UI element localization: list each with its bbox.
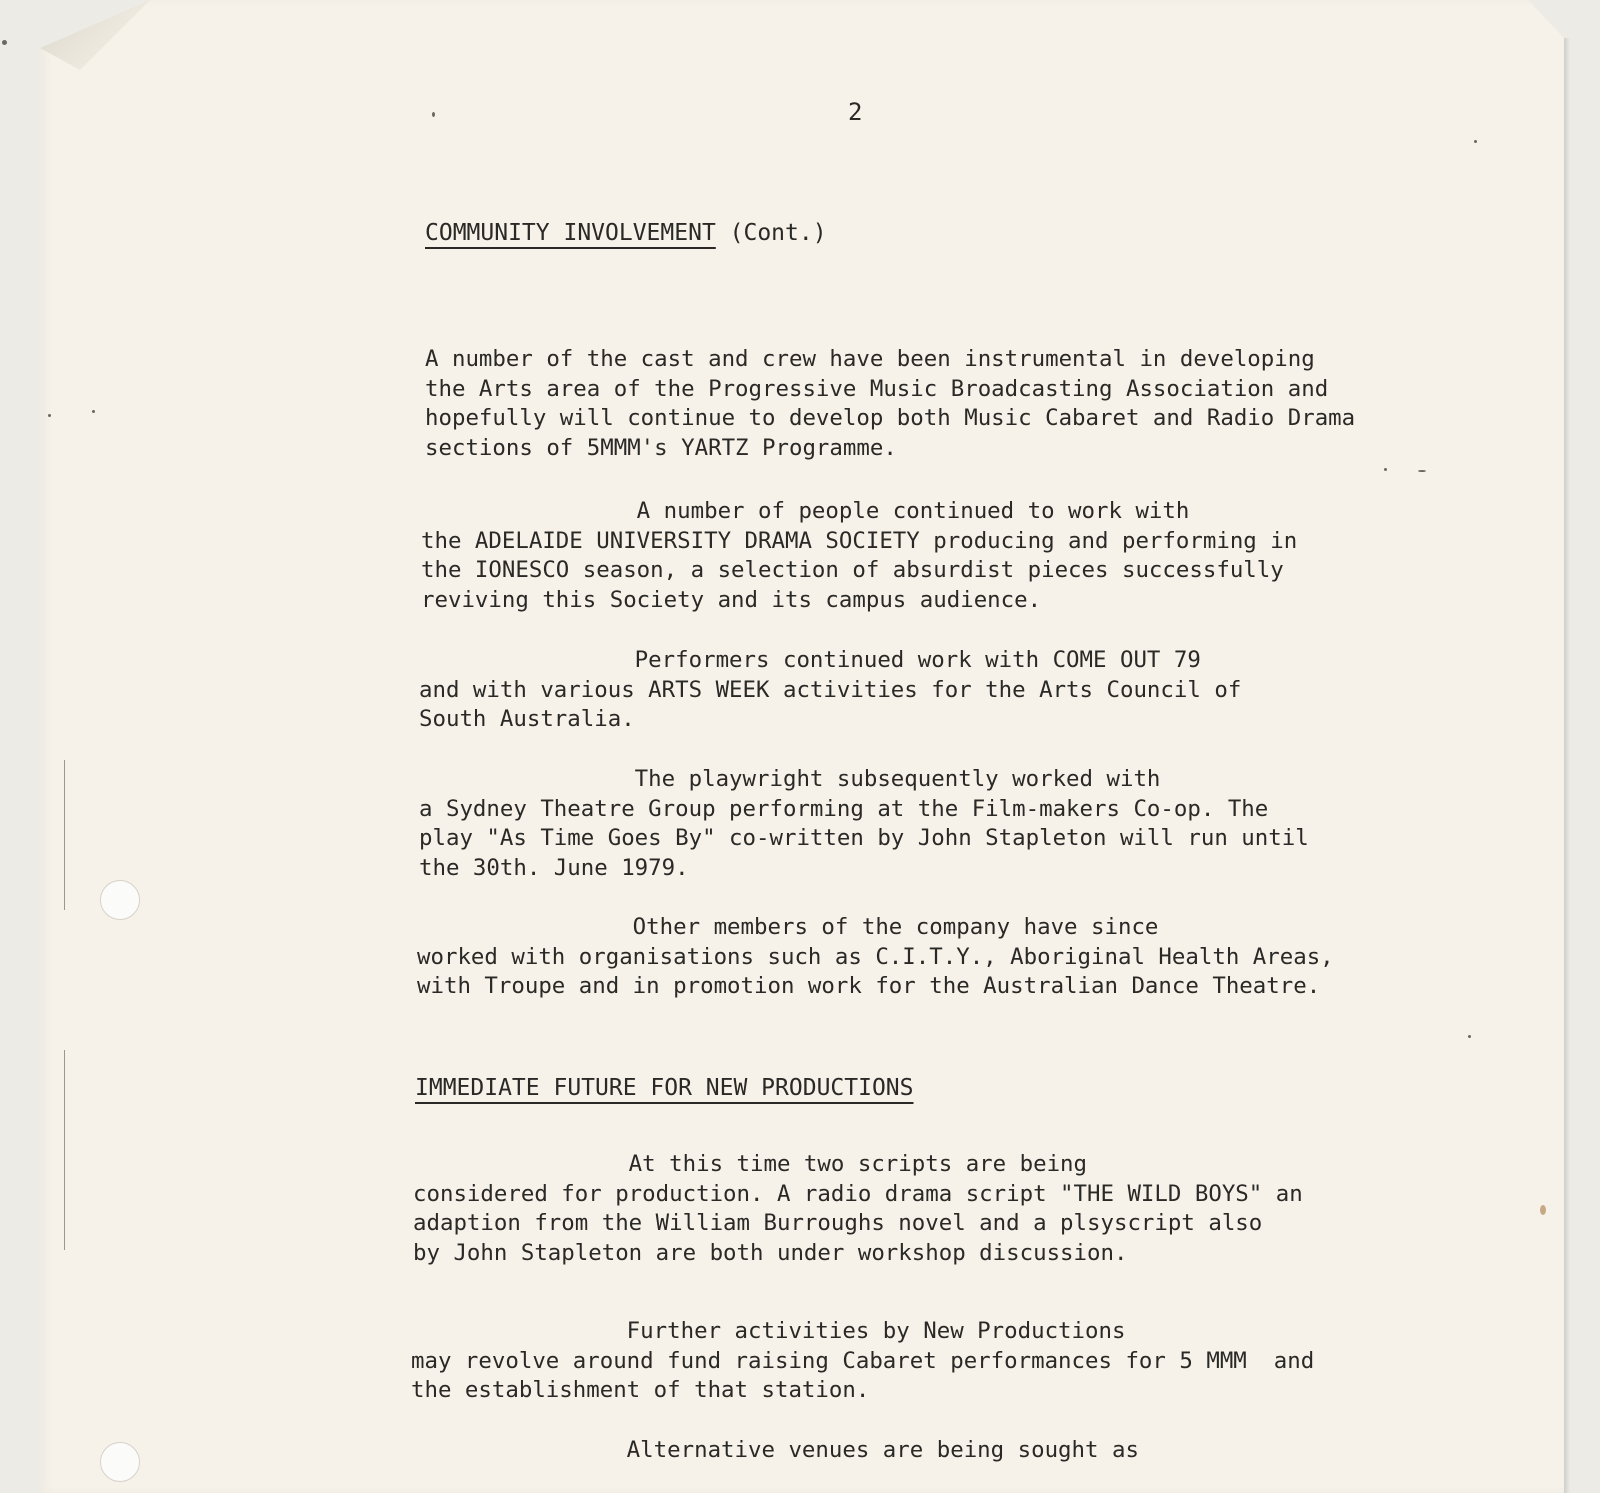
speck — [48, 414, 51, 417]
text-line: adaption from the William Burroughs novel and a plsyscript also — [413, 1210, 1263, 1236]
text-line: the establishment of that station. — [411, 1377, 870, 1403]
text-line: The playwright subsequently worked with — [419, 766, 1161, 792]
speck — [1474, 140, 1477, 143]
text-line: Alternative venues are being sought as — [411, 1437, 1139, 1463]
text-line: play "As Time Goes By" co-written by John Stapleton will run until — [419, 825, 1309, 851]
paper-edge-shadow — [1564, 38, 1570, 1493]
paragraph — [413, 1150, 1303, 1268]
text-line: Other members of the company have since — [417, 914, 1159, 940]
crease-mark — [64, 760, 65, 910]
speck — [432, 112, 435, 117]
section-heading-text: COMMUNITY INVOLVEMENT — [425, 220, 716, 246]
text-line: At this time two scripts are being — [413, 1151, 1088, 1177]
speck — [1540, 1205, 1546, 1215]
speck — [1384, 468, 1387, 471]
section-heading-text: IMMEDIATE FUTURE FOR NEW PRODUCTIONS — [415, 1075, 914, 1101]
crease-mark — [64, 1050, 65, 1250]
text-line: a Sydney Theatre Group performing at the Film-makers Co-op. The — [419, 795, 1269, 822]
paragraph — [417, 913, 1334, 1002]
text-line: considered for production. A radio drama script "THE WILD BOYS" an — [413, 1180, 1303, 1207]
text-line: A number of people continued to work with — [421, 498, 1190, 524]
text-line: reviving this Society and its campus audience. — [421, 586, 1042, 613]
paragraph — [421, 497, 1297, 615]
section-heading — [425, 220, 827, 246]
paragraph — [411, 1317, 1314, 1406]
text-line: Performers continued work with COME OUT 79 — [419, 647, 1201, 673]
speck — [1468, 1035, 1471, 1038]
text-line: A number of the cast and crew have been instrumental in developing — [425, 346, 1315, 372]
text-line: and with various ARTS WEEK activities for the Arts Council of — [419, 676, 1242, 703]
paragraph — [419, 765, 1309, 883]
section-heading — [415, 1075, 914, 1101]
speck — [1418, 470, 1426, 472]
page-number: 2 — [848, 98, 863, 126]
text-line: the Arts area of the Progressive Music Broadcasting Association and — [425, 375, 1329, 402]
text-line: the IONESCO season, a selection of absurdist pieces successfully — [421, 557, 1284, 583]
text-line: worked with organisations such as C.I.T.Y., Aboriginal Health Areas, — [417, 943, 1334, 970]
text-line: by John Stapleton are both under workshop discussion. — [413, 1239, 1128, 1266]
text-line: South Australia. — [419, 706, 635, 732]
paragraph — [425, 345, 1355, 463]
text-line: the ADELAIDE UNIVERSITY DRAMA SOCIETY producing and performing in — [421, 527, 1298, 554]
section-heading-suffix: (Cont.) — [715, 220, 827, 246]
text-line: with Troupe and in promotion work for the Australian Dance Theatre. — [417, 973, 1321, 999]
text-line: the 30th. June 1979. — [419, 854, 689, 881]
text-line: sections of 5MMM's YARTZ Programme. — [425, 434, 897, 461]
punch-hole-upper — [100, 880, 140, 920]
paragraph — [419, 646, 1241, 735]
text-line: Further activities by New Productions — [411, 1318, 1126, 1344]
text-line: may revolve around fund raising Cabaret performances for 5 MMM and — [411, 1347, 1315, 1374]
speck — [2, 40, 7, 45]
paragraph — [411, 1436, 1139, 1466]
speck — [92, 410, 95, 413]
punch-hole-lower — [100, 1442, 140, 1482]
text-line: hopefully will continue to develop both Music Cabaret and Radio Drama — [425, 405, 1356, 431]
